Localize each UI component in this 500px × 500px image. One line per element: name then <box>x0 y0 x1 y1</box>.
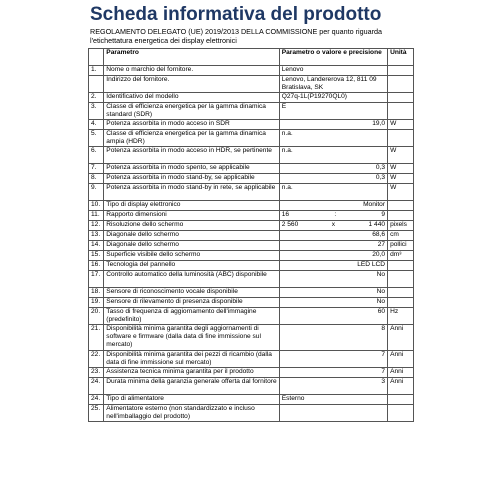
row-value-value-a: 2 560 <box>281 221 299 228</box>
page-title: Scheda informativa del prodotto <box>90 4 382 25</box>
row-unit: Anni <box>388 325 414 351</box>
row-unit: W <box>388 147 414 164</box>
table-row <box>89 76 414 93</box>
row-value: n.a. <box>279 147 387 164</box>
table-row <box>89 103 414 120</box>
row-value: No <box>279 271 387 288</box>
row-unit <box>388 395 414 405</box>
row-number: 12. <box>89 221 104 231</box>
row-label: Risoluzione dello schermo <box>104 221 279 231</box>
header-unit: Unità <box>388 49 414 66</box>
table-row <box>89 130 414 147</box>
row-label: Tasso di frequenza di aggiornamento dell'immagine (predefinito) <box>104 308 279 325</box>
row-unit: pollici <box>388 241 414 251</box>
product-info-table <box>88 48 414 422</box>
table-row <box>89 93 414 103</box>
row-label: Classe di efficienza energetica per la gamma dinamica ampia (HDR) <box>104 130 279 147</box>
row-number: 15. <box>89 251 104 261</box>
row-number: 6. <box>89 147 104 164</box>
row-number: 14. <box>89 241 104 251</box>
row-number <box>89 76 104 93</box>
row-unit <box>388 298 414 308</box>
row-label: Indirizzo del fornitore. <box>104 76 279 93</box>
row-label: Sensore di rilevamento di presenza disponibile <box>104 298 279 308</box>
table-row <box>89 120 414 130</box>
row-value: 0,3 <box>279 164 387 174</box>
row-value-sep: : <box>334 211 337 218</box>
row-value: E <box>279 103 387 120</box>
row-value: 7 <box>279 351 387 368</box>
table-row <box>89 241 414 251</box>
row-label: Diagonale dello schermo <box>104 231 279 241</box>
row-number: 1. <box>89 66 104 76</box>
row-unit: dm³ <box>388 251 414 261</box>
row-label: Tipo di display elettronico <box>104 201 279 211</box>
row-number: 25. <box>89 405 104 422</box>
row-value: 8 <box>279 325 387 351</box>
row-value-sep: x <box>331 221 336 228</box>
row-value: 19,0 <box>279 120 387 130</box>
row-label: Identificativo del modello <box>104 93 279 103</box>
table-row <box>89 147 414 164</box>
row-unit: W <box>388 120 414 130</box>
row-label: Potenza assorbita in modo stand-by in rete, se applicabile <box>104 184 279 201</box>
row-number: 21. <box>89 325 104 351</box>
row-label: Classe di efficienza energetica per la gamma dinamica standard (SDR) <box>104 103 279 120</box>
table-row <box>89 221 414 231</box>
header-value: Parametro o valore e precisione <box>279 49 387 66</box>
row-value: 20,0 <box>279 251 387 261</box>
row-label: Potenza assorbita in modo spento, se applicabile <box>104 164 279 174</box>
row-unit <box>388 211 414 221</box>
row-number: 5. <box>89 130 104 147</box>
row-label: Potenza assorbita in modo acceso in SDR <box>104 120 279 130</box>
row-unit: Anni <box>388 351 414 368</box>
row-value <box>279 405 387 422</box>
row-value: No <box>279 298 387 308</box>
table-row <box>89 201 414 211</box>
header-number-cell <box>89 49 104 66</box>
row-unit <box>388 66 414 76</box>
row-value: 0,3 <box>279 174 387 184</box>
row-unit: Anni <box>388 368 414 378</box>
row-unit: Anni <box>388 378 414 395</box>
row-value: 60 <box>279 308 387 325</box>
row-unit: Hz <box>388 308 414 325</box>
row-number: 16. <box>89 261 104 271</box>
table-row <box>89 184 414 201</box>
row-number: 8. <box>89 174 104 184</box>
row-unit <box>388 93 414 103</box>
row-number: 24. <box>89 378 104 395</box>
row-value: 27 <box>279 241 387 251</box>
row-value: 68,6 <box>279 231 387 241</box>
row-unit <box>388 261 414 271</box>
row-number: 22. <box>89 351 104 368</box>
row-number: 11. <box>89 211 104 221</box>
row-unit <box>388 271 414 288</box>
row-label: Superficie visibile dello schermo <box>104 251 279 261</box>
table-row <box>89 66 414 76</box>
table-row <box>89 298 414 308</box>
regulation-line-2: l'etichettatura energetica dei display elettronici <box>90 36 237 45</box>
row-value: Esterno <box>279 395 387 405</box>
row-unit: pixels <box>388 221 414 231</box>
row-number: 13. <box>89 231 104 241</box>
row-number: 9. <box>89 184 104 201</box>
row-value <box>279 211 387 221</box>
row-unit: cm <box>388 231 414 241</box>
row-unit: W <box>388 174 414 184</box>
row-value: Lenovo, Landererova 12, 811 09 Bratislava, SK <box>279 76 387 93</box>
row-label: Rapporto dimensioni <box>104 211 279 221</box>
table-row <box>89 174 414 184</box>
row-number: 7. <box>89 164 104 174</box>
row-label: Tecnologia del pannello <box>104 261 279 271</box>
regulation-subtitle <box>90 27 450 45</box>
row-label: Nome o marchio del fornitore. <box>104 66 279 76</box>
row-unit <box>388 103 414 120</box>
table-header-row <box>89 49 414 66</box>
row-unit <box>388 130 414 147</box>
regulation-line-1: REGOLAMENTO DELEGATO (UE) 2019/2013 DELLA COMMISSIONE per quanto riguarda <box>90 27 383 36</box>
row-unit <box>388 405 414 422</box>
row-label: Potenza assorbita in modo acceso in HDR, se pertinente <box>104 147 279 164</box>
table-row <box>89 271 414 288</box>
row-label: Alimentatore esterno (non standardizzato e incluso nell'imballaggio del prodotto) <box>104 405 279 422</box>
table-row <box>89 288 414 298</box>
row-value: n.a. <box>279 184 387 201</box>
row-label: Tipo di alimentatore <box>104 395 279 405</box>
row-number: 20. <box>89 308 104 325</box>
row-number: 18. <box>89 288 104 298</box>
table-row <box>89 405 414 422</box>
row-value: 7 <box>279 368 387 378</box>
row-label: Disponibilità minima garantita dei pezzi di ricambio (dalla data di fine immissione sul mercato) <box>104 351 279 368</box>
row-number: 10. <box>89 201 104 211</box>
row-number: 2. <box>89 93 104 103</box>
row-unit: W <box>388 184 414 201</box>
row-label: Assistenza tecnica minima garantita per il prodotto <box>104 368 279 378</box>
row-unit: W <box>388 164 414 174</box>
row-value: Lenovo <box>279 66 387 76</box>
table-row <box>89 164 414 174</box>
row-number: 24. <box>89 395 104 405</box>
row-value-value-b: 1 440 <box>368 221 386 228</box>
table-row <box>89 211 414 221</box>
row-value: n.a. <box>279 130 387 147</box>
row-label: Disponibilità minima garantita degli aggiornamenti di software e firmware (dalla data di fine immissione sul mercato) <box>104 325 279 351</box>
table-row <box>89 308 414 325</box>
row-unit <box>388 288 414 298</box>
header-param: Parametro <box>104 49 279 66</box>
table-row <box>89 368 414 378</box>
table-row <box>89 251 414 261</box>
row-value: Q27q-1L(P19270QL0) <box>279 93 387 103</box>
row-number: 19. <box>89 298 104 308</box>
row-number: 3. <box>89 103 104 120</box>
row-unit <box>388 201 414 211</box>
row-value: LED LCD <box>279 261 387 271</box>
row-number: 17. <box>89 271 104 288</box>
row-label: Sensore di riconoscimento vocale disponibile <box>104 288 279 298</box>
row-value: No <box>279 288 387 298</box>
row-label: Diagonale dello schermo <box>104 241 279 251</box>
row-unit <box>388 76 414 93</box>
table-row <box>89 231 414 241</box>
row-label: Controllo automatico della luminosità (ABC) disponibile <box>104 271 279 288</box>
row-value: 3 <box>279 378 387 395</box>
row-number: 4. <box>89 120 104 130</box>
table-row <box>89 351 414 368</box>
row-value <box>279 221 387 231</box>
table-row <box>89 378 414 395</box>
row-number: 23. <box>89 368 104 378</box>
row-value-value-a: 16 <box>281 211 290 218</box>
row-label: Potenza assorbita in modo stand-by, se applicabile <box>104 174 279 184</box>
row-label: Durata minima della garanzia generale offerta dal fornitore <box>104 378 279 395</box>
table-row <box>89 261 414 271</box>
row-value: Monitor <box>279 201 387 211</box>
table-row <box>89 325 414 351</box>
table-row <box>89 395 414 405</box>
row-value-value-b: 9 <box>381 211 386 218</box>
